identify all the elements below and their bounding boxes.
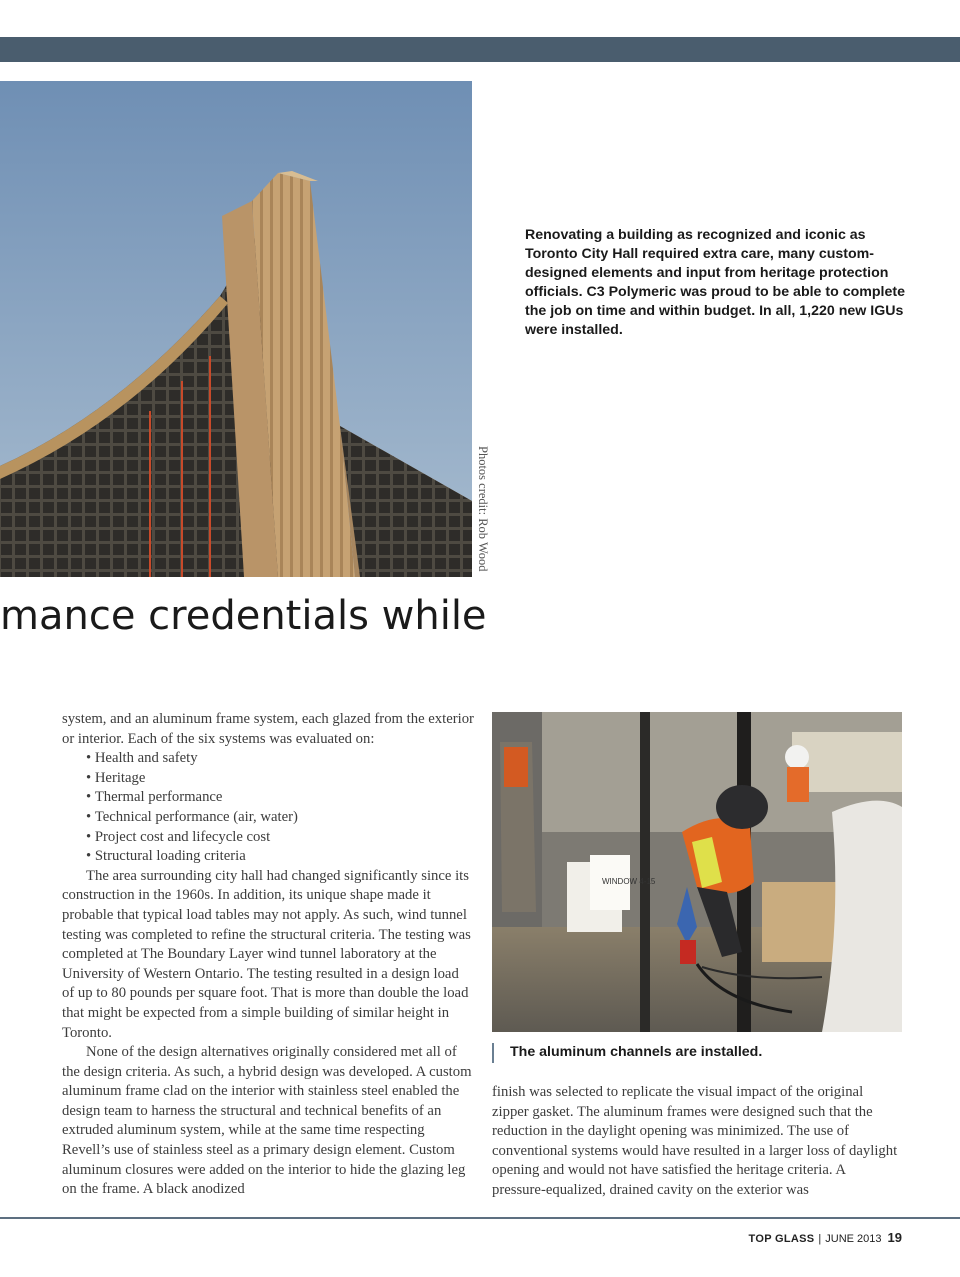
left-intro: system, and an aluminum frame system, each glazed from the exterior or interior. Each of the six systems was evaluated on: (62, 711, 474, 747)
article-headline: mance credentials while (0, 593, 487, 639)
photo-caption-bottom: The aluminum channels are installed. (492, 1043, 902, 1063)
installation-photo (492, 712, 902, 1032)
header-band (0, 37, 960, 62)
city-hall-photo (0, 81, 472, 577)
page-number: 19 (887, 1230, 902, 1245)
photo-credit: Photos credit: Rob Wood (476, 446, 490, 572)
list-item: • Heritage (86, 769, 474, 789)
photo-caption-top: Renovating a building as recognized and iconic as Toronto City Hall required extra care, many custom-designed elements and input from heritage protection officials. C3 Polymeric was proud to be able to complete the job on time and within budget. In all, 1,220 new IGUs were installed. (525, 227, 906, 338)
list-item: • Health and safety (86, 749, 474, 769)
footer-rule (0, 1217, 960, 1219)
paragraph-finish: finish was selected to replicate the visual impact of the original zipper gasket. The aluminum frames were designed such that the reduction in the daylight opening was minimized. The use of conventional systems would have resulted in a larger loss of daylight opening and would not have satisfied the heritage criteria. A pressure-equalized, drained cavity on the exterior was (492, 1084, 898, 1198)
paragraph-hybrid-design: None of the design alternatives originally considered met all of the design criteria. As such, a hybrid design was developed. A custom aluminum frame clad on the interior with stainless steel enabled the design team to harness the structural and technical benefits of an extruded aluminum system, while at the same time respecting Revell’s use of stainless steel as a primary design element. Custom aluminum closures were added on the interior to hide the glazing leg on the frame. A black anodized (62, 1044, 472, 1198)
issue-date: JUNE 2013 (825, 1233, 882, 1245)
page-footer (749, 1230, 902, 1245)
right-column (492, 1083, 902, 1201)
window-sign: WINDOW 4-15 (602, 877, 656, 886)
criteria-list (62, 749, 474, 867)
list-item: • Project cost and lifecycle cost (86, 828, 474, 848)
left-column (62, 710, 474, 1200)
magazine-name: TOP GLASS (748, 1233, 815, 1245)
footer-separator: | (818, 1233, 822, 1245)
list-item: • Thermal performance (86, 788, 474, 808)
list-item: • Structural loading criteria (86, 847, 474, 867)
list-item: • Technical performance (air, water) (86, 808, 474, 828)
paragraph-wind-testing: The area surrounding city hall had changed significantly since its construction in the 1960s. In addition, its unique shape made it probable that typical load tables may not apply. As such, wind tunnel testing was completed to refine the structural criteria. The testing was completed at The Boundary Layer wind tunnel laboratory at the University of Western Ontario. The testing resulted in a design load of up to 80 pounds per square foot. That is more than double the load that might be expected from a simple building of similar height in Toronto. (62, 867, 471, 1041)
